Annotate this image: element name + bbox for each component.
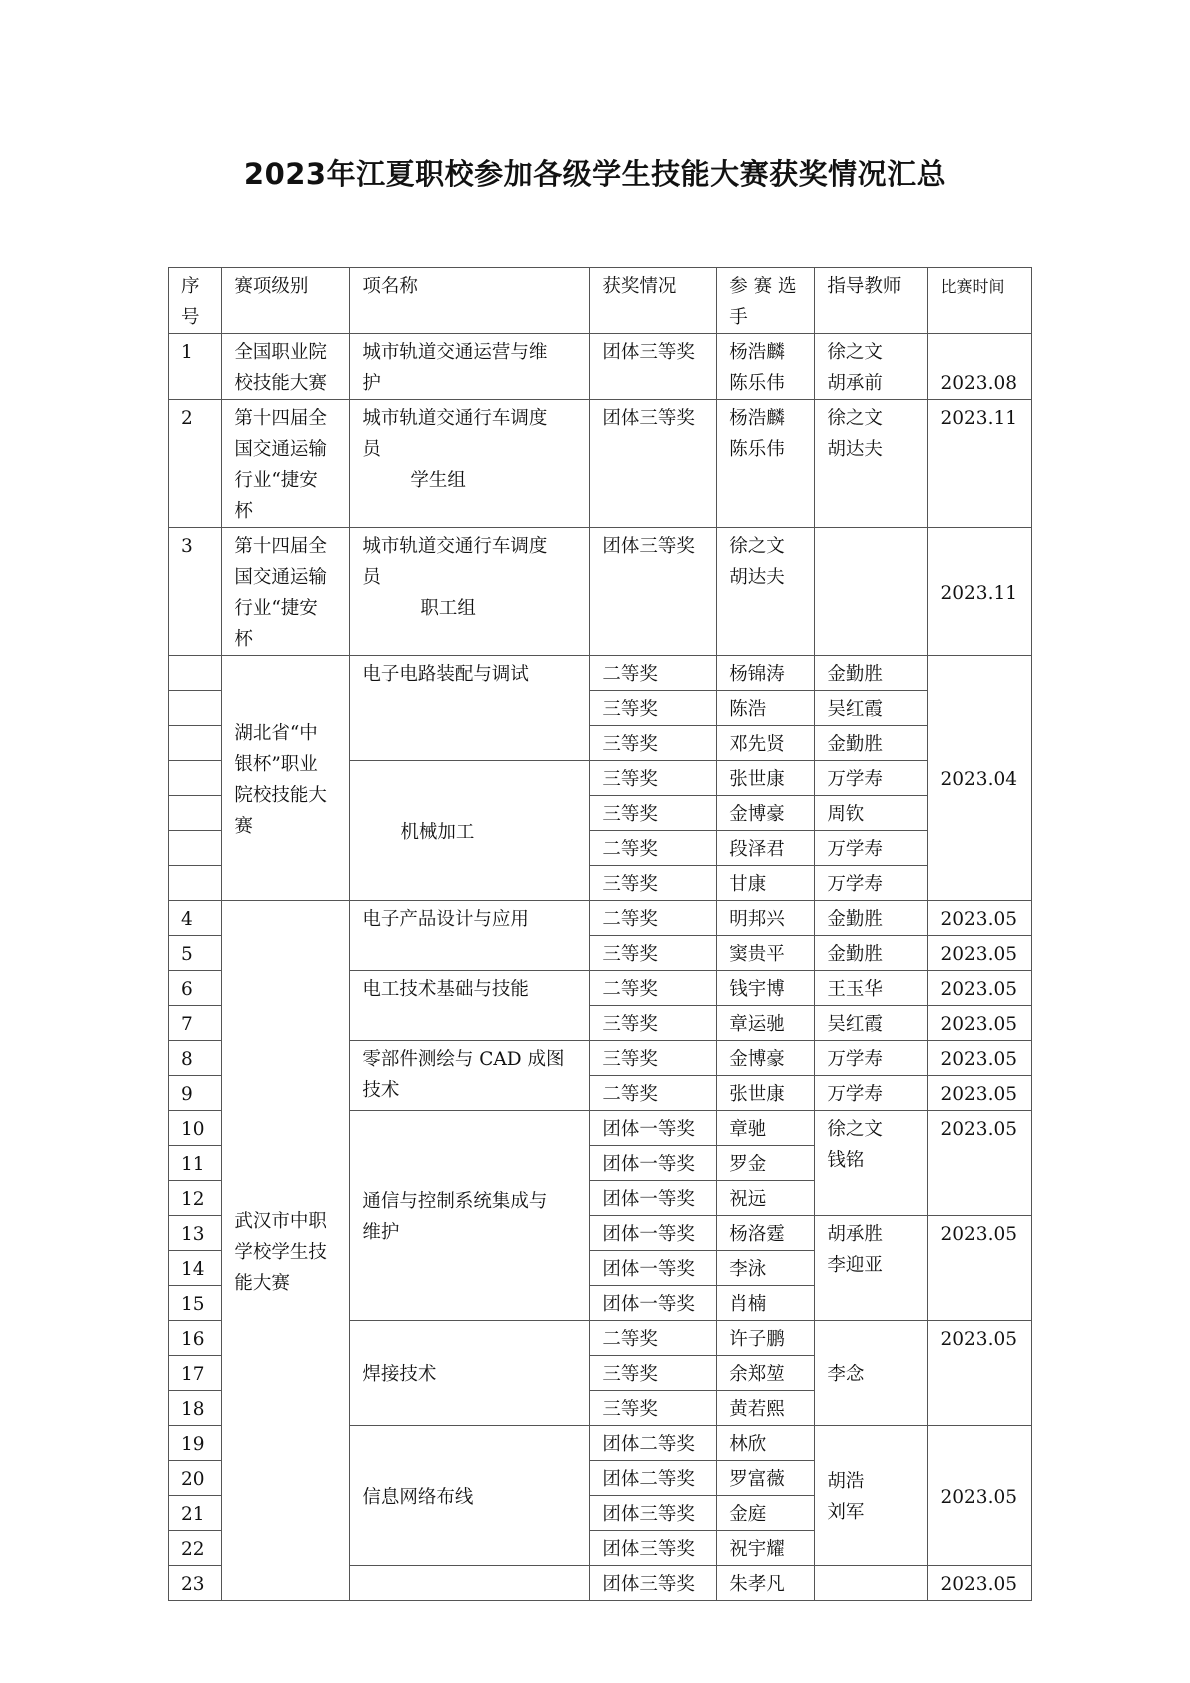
cell-player: 朱孝凡 [717,1566,815,1601]
cell-player: 明邦兴 [717,901,815,936]
cell-award: 三等奖 [590,726,717,761]
cell-time: 2023.04 [928,656,1032,901]
cell-player: 章运驰 [717,1006,815,1041]
cell-no: 8 [169,1041,222,1076]
cell-award: 二等奖 [590,831,717,866]
cell-project: 焊接技术 [350,1321,590,1426]
cell-player: 杨浩麟 陈乐伟 [717,400,815,528]
cell-time: 2023.05 [928,1216,1032,1321]
cell-no: 6 [169,971,222,1006]
cell-teacher: 金勤胜 [815,726,928,761]
cell-player: 钱宇博 [717,971,815,1006]
cell-time: 2023.05 [928,1426,1032,1566]
cell-player: 杨浩麟 陈乐伟 [717,334,815,400]
table-row [169,334,1032,400]
cell-award: 二等奖 [590,1321,717,1356]
cell-player: 金博豪 [717,796,815,831]
header-no: 序 号 [169,268,222,334]
cell-level: 第十四届全 国交通运输 行业“捷安 杯 [222,400,350,528]
cell-teacher: 金勤胜 [815,901,928,936]
cell-no [169,761,222,796]
cell-time: 2023.11 [928,528,1032,656]
cell-player: 段泽君 [717,831,815,866]
cell-award: 三等奖 [590,796,717,831]
cell-teacher: 万学寿 [815,761,928,796]
project-group: 学生组 [410,470,466,491]
cell-no: 17 [169,1356,222,1391]
cell-no: 11 [169,1146,222,1181]
cell-project: 零部件测绘与 CAD 成图 技术 [350,1041,590,1111]
project-group: 职工组 [420,598,476,619]
cell-player: 罗金 [717,1146,815,1181]
cell-no: 20 [169,1461,222,1496]
cell-project: 城市轨道交通运营与维 护 [350,334,590,400]
cell-time: 2023.05 [928,901,1032,936]
cell-no: 23 [169,1566,222,1601]
cell-project: 电子产品设计与应用 [350,901,590,971]
cell-award: 团体一等奖 [590,1286,717,1321]
cell-teacher [815,1566,928,1601]
cell-no: 13 [169,1216,222,1251]
cell-player: 金博豪 [717,1041,815,1076]
cell-award: 团体一等奖 [590,1216,717,1251]
cell-teacher: 万学寿 [815,866,928,901]
cell-award: 团体三等奖 [590,400,717,528]
cell-project [350,528,590,656]
cell-award: 团体三等奖 [590,334,717,400]
cell-project [350,400,590,528]
table-row [169,528,1032,656]
cell-award: 三等奖 [590,936,717,971]
table-row [169,901,1032,936]
cell-time: 2023.05 [928,936,1032,971]
cell-award: 团体三等奖 [590,1566,717,1601]
cell-award: 团体一等奖 [590,1111,717,1146]
cell-teacher: 万学寿 [815,1041,928,1076]
table-header-row [169,268,1032,334]
cell-player: 章驰 [717,1111,815,1146]
cell-no: 4 [169,901,222,936]
cell-award: 团体一等奖 [590,1181,717,1216]
cell-project: 电工技术基础与技能 [350,971,590,1041]
header-project: 项名称 [350,268,590,334]
cell-player: 林欣 [717,1426,815,1461]
page-title: 2023年江夏职校参加各级学生技能大赛获奖情况汇总 [243,157,947,191]
cell-no: 15 [169,1286,222,1321]
cell-player: 甘康 [717,866,815,901]
cell-no: 1 [169,334,222,400]
cell-teacher: 万学寿 [815,1076,928,1111]
cell-player: 窦贵平 [717,936,815,971]
cell-no: 5 [169,936,222,971]
cell-level: 武汉市中职 学校学生技 能大赛 [222,901,350,1601]
cell-award: 二等奖 [590,971,717,1006]
cell-teacher: 李念 [815,1321,928,1426]
cell-time: 2023.05 [928,1041,1032,1076]
cell-time: 2023.11 [928,400,1032,528]
cell-player: 杨洛霆 [717,1216,815,1251]
cell-project: 信息网络布线 [350,1426,590,1566]
cell-player: 祝宇耀 [717,1531,815,1566]
cell-player: 张世康 [717,1076,815,1111]
cell-teacher: 吴红霞 [815,691,928,726]
cell-award: 团体一等奖 [590,1251,717,1286]
cell-time: 2023.08 [928,334,1032,400]
cell-level: 第十四届全 国交通运输 行业“捷安 杯 [222,528,350,656]
header-time: 比赛时间 [928,268,1032,334]
cell-player: 徐之文 胡达夫 [717,528,815,656]
table-row [169,656,1032,691]
cell-player: 祝远 [717,1181,815,1216]
cell-player: 肖楠 [717,1286,815,1321]
cell-award: 团体三等奖 [590,528,717,656]
cell-award: 三等奖 [590,1041,717,1076]
project-name: 城市轨道交通行车调度 员 [362,536,548,588]
cell-player: 杨锦涛 [717,656,815,691]
cell-award: 团体二等奖 [590,1426,717,1461]
cell-time: 2023.05 [928,971,1032,1006]
cell-no: 2 [169,400,222,528]
cell-player: 黄若熙 [717,1391,815,1426]
cell-teacher: 金勤胜 [815,936,928,971]
cell-player: 李泳 [717,1251,815,1286]
cell-no: 12 [169,1181,222,1216]
cell-award: 三等奖 [590,761,717,796]
cell-teacher: 吴红霞 [815,1006,928,1041]
cell-no: 19 [169,1426,222,1461]
cell-player: 邓先贤 [717,726,815,761]
cell-teacher: 金勤胜 [815,656,928,691]
cell-no [169,796,222,831]
table-row [169,400,1032,528]
cell-no [169,831,222,866]
cell-teacher: 王玉华 [815,971,928,1006]
cell-player: 张世康 [717,761,815,796]
header-teacher: 指导教师 [815,268,928,334]
cell-award: 三等奖 [590,1391,717,1426]
cell-award: 团体二等奖 [590,1461,717,1496]
cell-award: 团体一等奖 [590,1146,717,1181]
cell-no: 14 [169,1251,222,1286]
cell-project: 机械加工 [350,761,590,901]
cell-award: 团体三等奖 [590,1496,717,1531]
cell-teacher: 胡浩 刘军 [815,1426,928,1566]
cell-time: 2023.05 [928,1076,1032,1111]
cell-no: 9 [169,1076,222,1111]
cell-no: 18 [169,1391,222,1426]
cell-level: 全国职业院 校技能大赛 [222,334,350,400]
header-award: 获奖情况 [590,268,717,334]
cell-award: 三等奖 [590,691,717,726]
cell-time: 2023.05 [928,1111,1032,1216]
cell-teacher: 胡承胜 李迎亚 [815,1216,928,1321]
cell-no [169,726,222,761]
cell-award: 三等奖 [590,866,717,901]
cell-teacher: 徐之文 胡承前 [815,334,928,400]
cell-time: 2023.05 [928,1321,1032,1426]
cell-award: 三等奖 [590,1006,717,1041]
cell-player: 许子鹏 [717,1321,815,1356]
cell-no [169,656,222,691]
cell-player: 陈浩 [717,691,815,726]
cell-award: 二等奖 [590,656,717,691]
header-player: 参 赛 选 手 [717,268,815,334]
cell-level: 湖北省“中 银杯”职业 院校技能大 赛 [222,656,350,901]
cell-time: 2023.05 [928,1566,1032,1601]
cell-project: 电子电路装配与调试 [350,656,590,761]
cell-teacher: 徐之文 胡达夫 [815,400,928,528]
cell-time: 2023.05 [928,1006,1032,1041]
project-name: 城市轨道交通行车调度 员 [362,408,548,460]
cell-teacher [815,528,928,656]
cell-no [169,691,222,726]
cell-no: 22 [169,1531,222,1566]
cell-teacher: 万学寿 [815,831,928,866]
cell-teacher: 周钦 [815,796,928,831]
cell-no: 3 [169,528,222,656]
awards-table [168,267,1032,1601]
cell-no: 7 [169,1006,222,1041]
cell-award: 二等奖 [590,1076,717,1111]
cell-no: 16 [169,1321,222,1356]
cell-teacher: 徐之文 钱铭 [815,1111,928,1216]
cell-project: 通信与控制系统集成与 维护 [350,1111,590,1321]
cell-award: 二等奖 [590,901,717,936]
cell-player: 金庭 [717,1496,815,1531]
cell-player: 余郑堃 [717,1356,815,1391]
cell-no: 21 [169,1496,222,1531]
cell-project [350,1566,590,1601]
cell-no [169,866,222,901]
header-level: 赛项级别 [222,268,350,334]
cell-award: 团体三等奖 [590,1531,717,1566]
cell-award: 三等奖 [590,1356,717,1391]
cell-no: 10 [169,1111,222,1146]
cell-player: 罗富薇 [717,1461,815,1496]
